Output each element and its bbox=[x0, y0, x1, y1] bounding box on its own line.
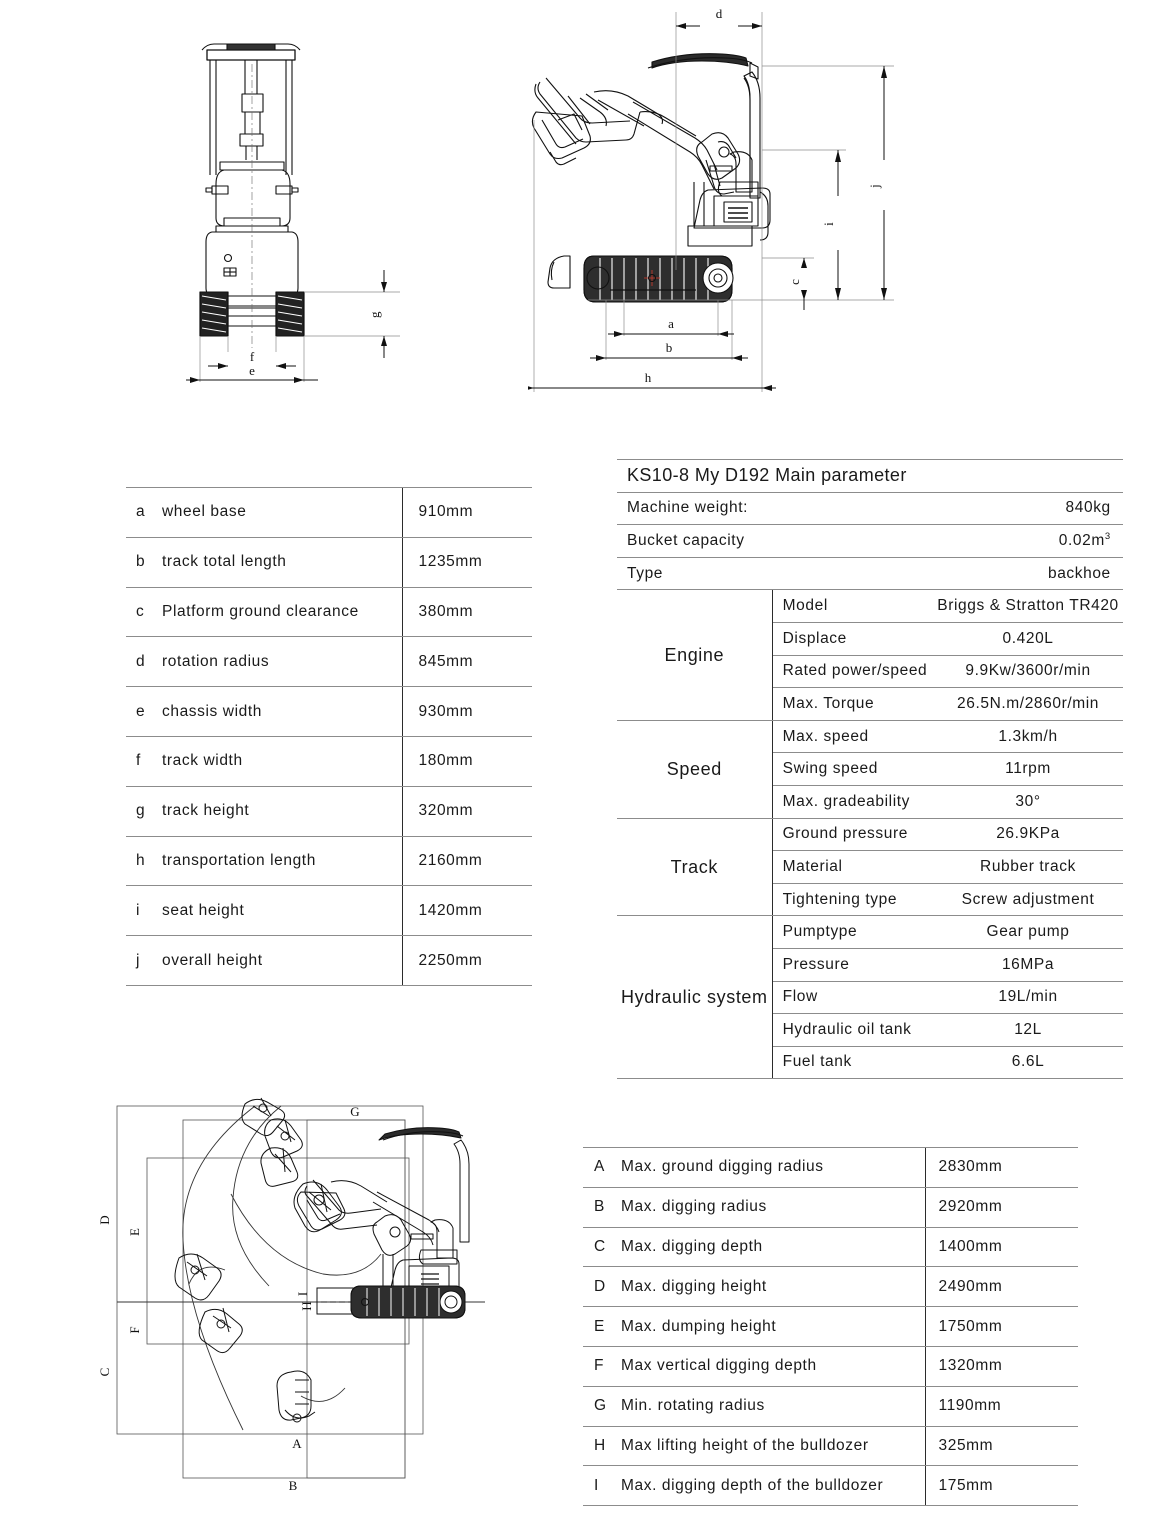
table-row bbox=[126, 886, 532, 936]
row-value: 1320mm bbox=[925, 1346, 1078, 1386]
row-value: 2250mm bbox=[402, 936, 532, 986]
row-value: 840kg bbox=[933, 492, 1123, 525]
row-value: 1235mm bbox=[402, 537, 532, 587]
row-value: 380mm bbox=[402, 587, 532, 637]
row-label: wheel base bbox=[156, 488, 402, 538]
dimension-label-c: c bbox=[787, 279, 802, 285]
row-label: Max vertical digging depth bbox=[613, 1346, 925, 1386]
row-label: Hydraulic oil tank bbox=[772, 1014, 933, 1047]
table-row bbox=[126, 836, 532, 886]
row-label: transportation length bbox=[156, 836, 402, 886]
row-label: track total length bbox=[156, 537, 402, 587]
row-label: Min. rotating radius bbox=[613, 1386, 925, 1426]
row-label: rotation radius bbox=[156, 637, 402, 687]
row-value: Screw adjustment bbox=[933, 883, 1123, 916]
table-row bbox=[126, 637, 532, 687]
dimension-label-H: H bbox=[299, 1301, 314, 1311]
row-label: Platform ground clearance bbox=[156, 587, 402, 637]
row-label: Flow bbox=[772, 981, 933, 1014]
row-label: Max. Torque bbox=[772, 688, 933, 721]
table-row bbox=[617, 590, 1123, 623]
row-label: Max lifting height of the bulldozer bbox=[613, 1426, 925, 1466]
row-label: Max. digging radius bbox=[613, 1187, 925, 1227]
table-row bbox=[126, 537, 532, 587]
table-row bbox=[126, 936, 532, 986]
row-value: 1400mm bbox=[925, 1227, 1078, 1267]
row-label: Bucket capacity bbox=[617, 525, 933, 558]
table-row bbox=[126, 587, 532, 637]
row-label: overall height bbox=[156, 936, 402, 986]
table-row bbox=[583, 1267, 1078, 1307]
row-value: 16MPa bbox=[933, 948, 1123, 981]
row-value-text: 0.02m bbox=[1058, 532, 1105, 550]
row-label: Max. digging height bbox=[613, 1267, 925, 1307]
table-row bbox=[583, 1148, 1078, 1188]
row-value: 2490mm bbox=[925, 1267, 1078, 1307]
row-key: f bbox=[126, 736, 156, 786]
table-row bbox=[583, 1227, 1078, 1267]
working-range-drawing bbox=[85, 1090, 515, 1500]
row-label: Pumptype bbox=[772, 916, 933, 949]
table-row bbox=[583, 1187, 1078, 1227]
row-label: Machine weight: bbox=[617, 492, 933, 525]
row-value: 325mm bbox=[925, 1426, 1078, 1466]
row-label: Max. digging depth bbox=[613, 1227, 925, 1267]
dimension-label-g: g bbox=[367, 311, 382, 318]
row-label: seat height bbox=[156, 886, 402, 936]
row-label: Fuel tank bbox=[772, 1046, 933, 1079]
row-label: Max. digging depth of the bulldozer bbox=[613, 1466, 925, 1506]
row-label: Displace bbox=[772, 622, 933, 655]
table-row bbox=[583, 1346, 1078, 1386]
table-row bbox=[583, 1426, 1078, 1466]
table-row bbox=[617, 460, 1123, 493]
table-row bbox=[126, 488, 532, 538]
dimension-label-D: D bbox=[97, 1215, 112, 1225]
row-key: I bbox=[583, 1466, 613, 1506]
table-row bbox=[583, 1386, 1078, 1426]
table-row bbox=[583, 1307, 1078, 1347]
row-label: Max. gradeability bbox=[772, 785, 933, 818]
dimension-label-a: a bbox=[668, 316, 674, 331]
row-label: Ground pressure bbox=[772, 818, 933, 851]
table-row bbox=[583, 1466, 1078, 1506]
row-key: E bbox=[583, 1307, 613, 1347]
row-value: 0.420L bbox=[933, 622, 1123, 655]
row-value: 175mm bbox=[925, 1466, 1078, 1506]
row-key: g bbox=[126, 786, 156, 836]
table-row bbox=[617, 525, 1123, 558]
row-value: 26.9KPa bbox=[933, 818, 1123, 851]
table-row bbox=[617, 818, 1123, 851]
row-label: Max. speed bbox=[772, 720, 933, 753]
row-label: Tightening type bbox=[772, 883, 933, 916]
side-view-drawing bbox=[528, 0, 918, 410]
row-value: 6.6L bbox=[933, 1046, 1123, 1079]
row-value: Rubber track bbox=[933, 851, 1123, 884]
row-value: 930mm bbox=[402, 687, 532, 737]
working-range-spec-table bbox=[583, 1147, 1078, 1506]
dimension-label-d: d bbox=[715, 6, 723, 21]
row-label: Swing speed bbox=[772, 753, 933, 786]
row-value: 1190mm bbox=[925, 1386, 1078, 1426]
row-value: Briggs & Stratton TR420 bbox=[933, 590, 1123, 623]
row-value: 1750mm bbox=[925, 1307, 1078, 1347]
row-key: e bbox=[126, 687, 156, 737]
row-key: a bbox=[126, 488, 156, 538]
row-label: Max. ground digging radius bbox=[613, 1148, 925, 1188]
dimension-table-body bbox=[126, 488, 532, 986]
table-row bbox=[617, 720, 1123, 753]
row-key: D bbox=[583, 1267, 613, 1307]
row-key: H bbox=[583, 1426, 613, 1466]
row-key: c bbox=[126, 587, 156, 637]
row-label: Pressure bbox=[772, 948, 933, 981]
row-key: C bbox=[583, 1227, 613, 1267]
group-label: Speed bbox=[617, 720, 772, 818]
row-value-superscript: 3 bbox=[1104, 531, 1111, 543]
row-key: i bbox=[126, 886, 156, 936]
main-parameter-title: KS10-8 My D192 Main parameter bbox=[617, 460, 1123, 493]
row-key: F bbox=[583, 1346, 613, 1386]
dimension-label-A: A bbox=[292, 1436, 302, 1451]
row-label: chassis width bbox=[156, 687, 402, 737]
dimension-label-j: j bbox=[867, 184, 882, 188]
dimension-label-B: B bbox=[288, 1478, 298, 1493]
row-value: 11rpm bbox=[933, 753, 1123, 786]
row-label: Model bbox=[772, 590, 933, 623]
group-label: Hydraulic system bbox=[617, 916, 772, 1079]
dimension-label-F: F bbox=[127, 1326, 142, 1334]
row-key: A bbox=[583, 1148, 613, 1188]
dimension-label-e: e bbox=[249, 363, 255, 378]
dimension-label-G: G bbox=[350, 1104, 360, 1119]
row-label: Max. dumping height bbox=[613, 1307, 925, 1347]
row-value: Gear pump bbox=[933, 916, 1123, 949]
table-row bbox=[617, 916, 1123, 949]
dimension-label-h: h bbox=[644, 370, 652, 385]
front-view-drawing bbox=[172, 30, 422, 400]
dimension-label-i: i bbox=[821, 222, 836, 226]
row-value: 320mm bbox=[402, 786, 532, 836]
row-value: 9.9Kw/3600r/min bbox=[933, 655, 1123, 688]
dimension-label-I: I bbox=[295, 1291, 310, 1297]
table-row bbox=[617, 492, 1123, 525]
group-label: Track bbox=[617, 818, 772, 916]
row-value: 2920mm bbox=[925, 1187, 1078, 1227]
dimension-label-C: C bbox=[97, 1367, 112, 1377]
main-parameter-table-body bbox=[617, 460, 1123, 1079]
dimension-spec-table bbox=[126, 487, 532, 986]
row-value: 19L/min bbox=[933, 981, 1123, 1014]
row-key: j bbox=[126, 936, 156, 986]
row-value: 26.5N.m/2860r/min bbox=[933, 688, 1123, 721]
table-row bbox=[617, 557, 1123, 590]
row-value: 1420mm bbox=[402, 886, 532, 936]
dimension-label-f: f bbox=[249, 349, 255, 364]
row-key: d bbox=[126, 637, 156, 687]
row-value: 2830mm bbox=[925, 1148, 1078, 1188]
row-label: track width bbox=[156, 736, 402, 786]
row-key: b bbox=[126, 537, 156, 587]
table-row bbox=[126, 786, 532, 836]
row-value: backhoe bbox=[933, 557, 1123, 590]
row-value: 12L bbox=[933, 1014, 1123, 1047]
row-label: track height bbox=[156, 786, 402, 836]
row-value: 30° bbox=[933, 785, 1123, 818]
row-value bbox=[933, 525, 1123, 558]
row-key: h bbox=[126, 836, 156, 886]
row-label: Type bbox=[617, 557, 933, 590]
row-value: 2160mm bbox=[402, 836, 532, 886]
table-row bbox=[126, 687, 532, 737]
row-label: Material bbox=[772, 851, 933, 884]
row-value: 845mm bbox=[402, 637, 532, 687]
table-row bbox=[126, 736, 532, 786]
row-key: G bbox=[583, 1386, 613, 1426]
dimension-label-b: b bbox=[665, 340, 673, 355]
row-value: 180mm bbox=[402, 736, 532, 786]
row-value: 1.3km/h bbox=[933, 720, 1123, 753]
row-label: Rated power/speed bbox=[772, 655, 933, 688]
dimension-label-E: E bbox=[127, 1228, 142, 1236]
row-value: 910mm bbox=[402, 488, 532, 538]
working-range-table-body bbox=[583, 1148, 1078, 1506]
row-key: B bbox=[583, 1187, 613, 1227]
group-label: Engine bbox=[617, 590, 772, 720]
main-parameter-table bbox=[617, 459, 1123, 1079]
